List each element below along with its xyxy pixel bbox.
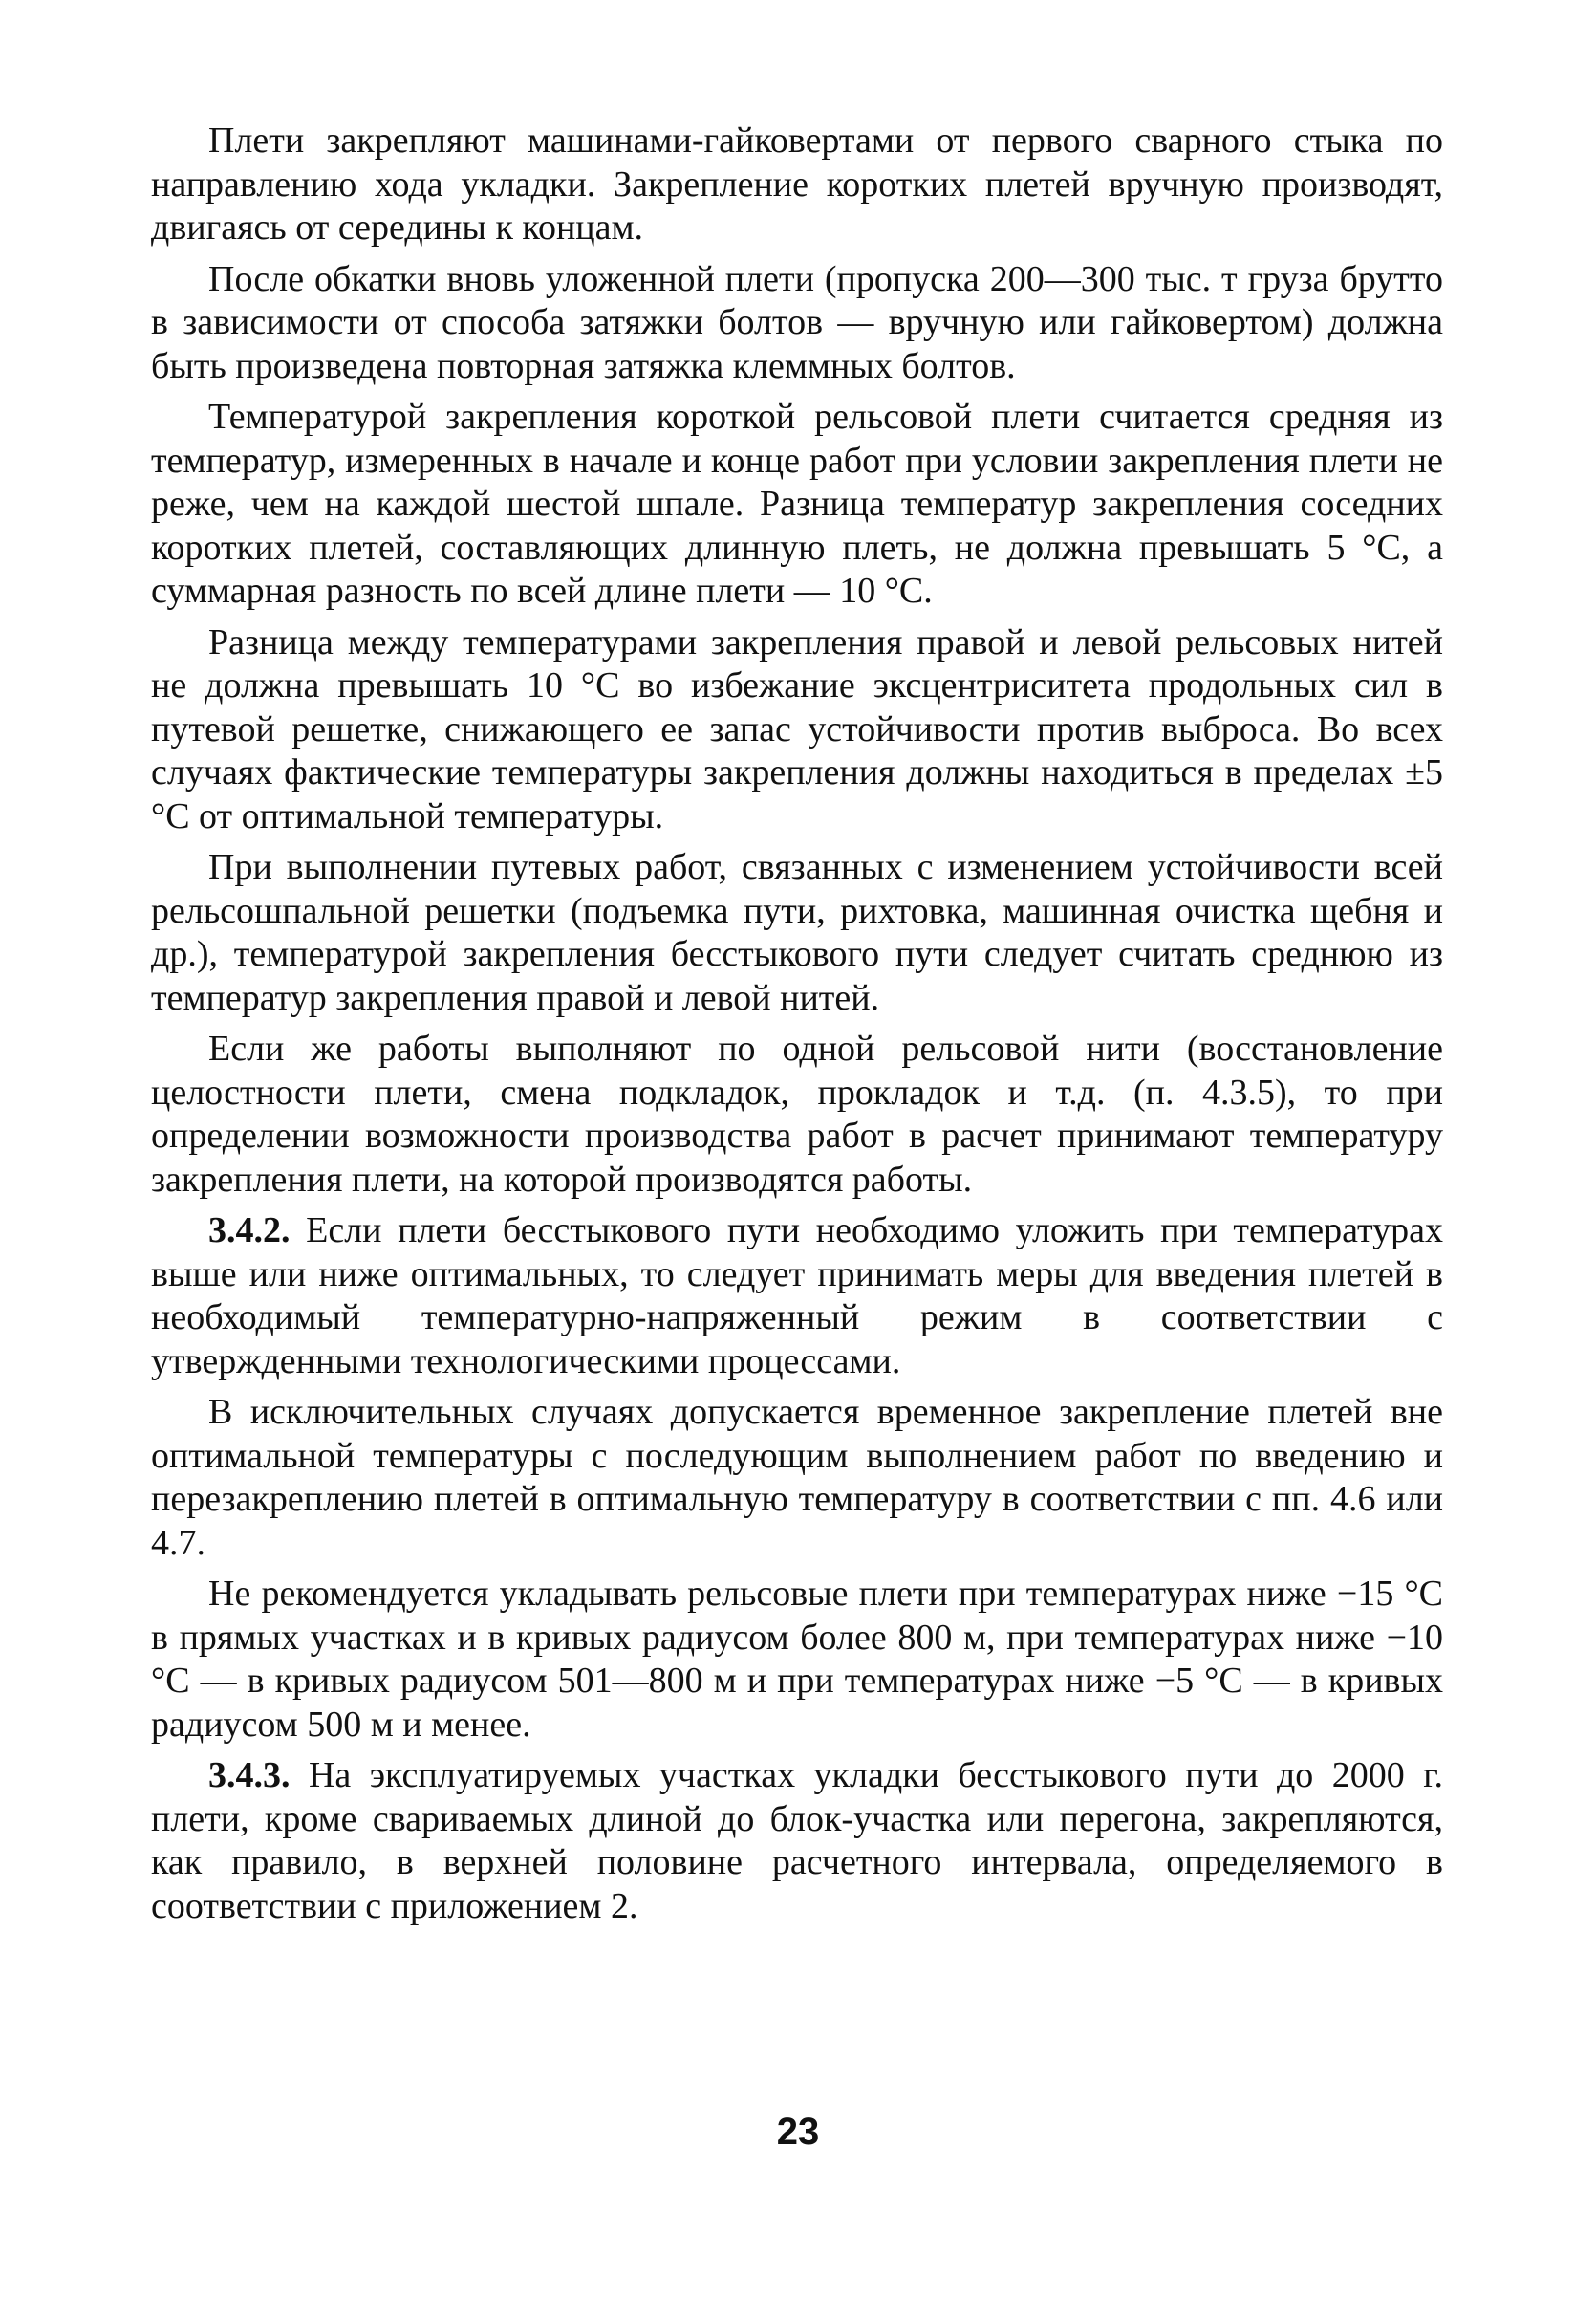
paragraph [151,258,1443,389]
paragraph [151,1754,1443,1928]
paragraph [151,846,1443,1020]
paragraph-text: Если плети бесстыкового пути необходимо уложить при температурах выше или ниже оптимальных, то следует принимать меры для введения плетей в необходимый температурно-напряженный режим в соответствии с утвержденными технологическими процессами. [151,1210,1443,1381]
paragraph-text: Разница между температурами закрепления правой и левой рельсовых нитей не должна превышать 10 °С во избежание эксцентриситета продольных сил в путевой решетке, снижающего ее запас устойчивости против выброса. Во всех случаях фактические температуры закрепления должны находиться в пределах ±5 °С от оптимальной температуры. [151,621,1443,836]
paragraph-text: При выполнении путевых работ, связанных с изменением устойчивости всей рельсошпальной решетки (подъемка пути, рихтовка, машинная очистка щебня и др.), температурой закрепления бесстыкового пути следует считать среднюю из температур закрепления правой и левой нитей. [151,847,1443,1018]
paragraph-text: Плети закрепляют машинами-гайковертами от первого сварного стыка по направлению хода укладки. Закрепление коротких плетей вручную производят, двигаясь от середины к концам. [151,120,1443,248]
paragraph [151,1028,1443,1202]
paragraph-text: Температурой закрепления короткой рельсовой плети считается средняя из температур, измеренных в начале и конце работ при условии закрепления плети не реже, чем на каждой шестой шпале. Разница температур закрепления соседних коротких плетей, составляющих длинную плеть, не должна превышать 5 °С, а суммарная разность по всей длине плети — 10 °С. [151,397,1443,611]
paragraph-text: После обкатки вновь уложенной плети (пропуска 200—300 тыс. т груза брутто в зависимости от способа затяжки болтов — вручную или гайковертом) должна быть произведена повторная затяжка клеммных болтов. [151,258,1443,386]
paragraph [151,1573,1443,1747]
paragraph [151,1209,1443,1383]
body-text [151,119,1443,1936]
paragraph-text: Если же работы выполняют по одной рельсовой нити (восстановление целостности плети, смена подкладок, прокладок и т.д. (п. 4.3.5), то при определении возможности производства работ в расчет принимают температуру закрепления плети, на которой производятся работы. [151,1029,1443,1200]
section-number: 3.4.3. [208,1755,291,1795]
paragraph-text: В исключительных случаях допускается временное закрепление плетей вне оптимальной температуры с последующим выполнением работ по введению и перезакреплению плетей в оптимальную температуру в соответствии с пп. 4.6 или 4.7. [151,1392,1443,1563]
paragraph [151,396,1443,614]
section-number: 3.4.2. [208,1210,291,1250]
paragraph-text: Не рекомендуется укладывать рельсовые плети при температурах ниже −15 °С в прямых участках и в кривых радиусом более 800 м, при температурах ниже −10 °С — в кривых радиусом 501—800 м и при температурах ниже −5 °С — в кривых радиусом 500 м и менее. [151,1574,1443,1745]
paragraph [151,621,1443,839]
paragraph [151,1391,1443,1565]
paragraph-text: На эксплуатируемых участках укладки бесстыкового пути до 2000 г. плети, кроме свариваемых длиной до блок-участка или перегона, закрепляются, как правило, в верхней половине расчетного интервала, определяемого в соответствии с приложением 2. [151,1755,1443,1926]
page-number: 23 [776,2111,820,2153]
paragraph [151,119,1443,250]
